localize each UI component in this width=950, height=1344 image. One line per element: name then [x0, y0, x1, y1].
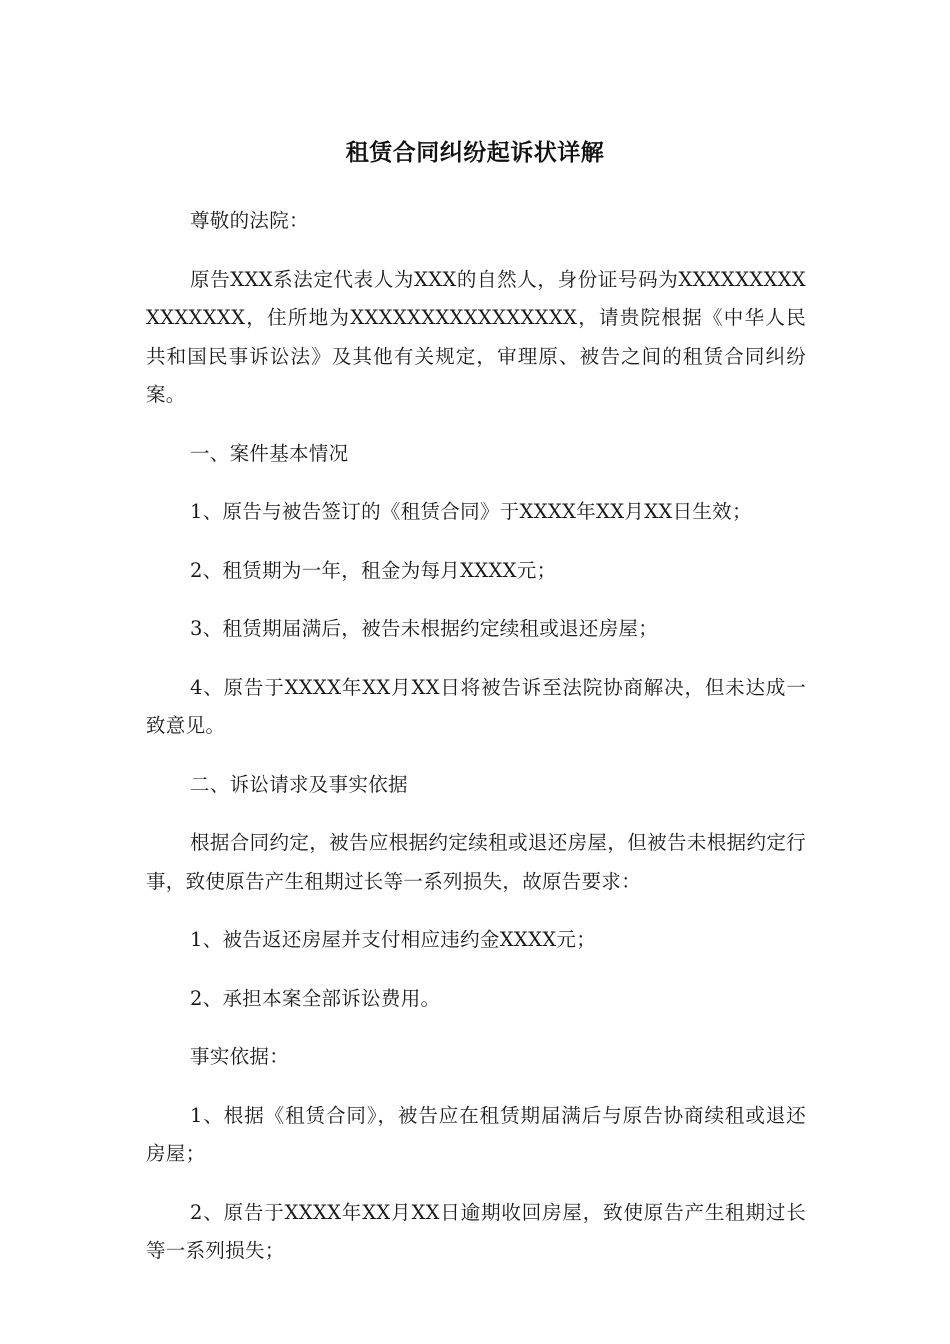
salutation: 尊敬的法院：	[190, 209, 309, 232]
case-item-2: 2、租赁期为一年，租金为每月XXXX元；	[190, 558, 557, 582]
case-item-3: 3、租赁期届满后，被告未根据约定续租或退还房屋；	[190, 617, 659, 640]
section-heading-claims: 二、诉讼请求及事实依据	[190, 772, 408, 796]
intro-paragraph: 原告XXX系法定代表人为XXX的自然人，身份证号码为XXXXXXXXXXXXXXXX，住所地为XXXXXXXXXXXXXXXX，请贵院根据《中华人民共和国民事诉讼法》及其他有关规定，审理原、被告之间的租赁合同纠纷案。	[146, 267, 806, 406]
claim-item-1: 1、被告返还房屋并支付相应违约金XXXX元；	[190, 928, 597, 951]
fact-item-2: 2、原告于XXXX年XX月XX日逾期收回房屋，致使原告产生租期过长等一系列损失；	[146, 1200, 806, 1262]
case-item-4: 4、原告于XXXX年XX月XX日将被告诉至法院协商解决，但未达成一致意见。	[146, 675, 806, 737]
claims-paragraph: 根据合同约定，被告应根据约定续租或退还房屋，但被告未根据约定行事，致使原告产生租期过长等一系列损失，故原告要求：	[146, 831, 806, 893]
claim-item-2: 2、承担本案全部诉讼费用。	[190, 986, 441, 1010]
section-heading-case-info: 一、案件基本情况	[190, 441, 349, 465]
case-item-1: 1、原告与被告签订的《租赁合同》于XXXX年XX月XX日生效；	[190, 500, 752, 523]
fact-item-1: 1、根据《租赁合同》，被告应在租赁期届满后与原告协商续租或退还房屋；	[146, 1103, 806, 1165]
document-body	[146, 202, 806, 1291]
document-title: 租赁合同纠纷起诉状详解	[345, 140, 605, 166]
facts-heading: 事实依据：	[190, 1045, 290, 1068]
